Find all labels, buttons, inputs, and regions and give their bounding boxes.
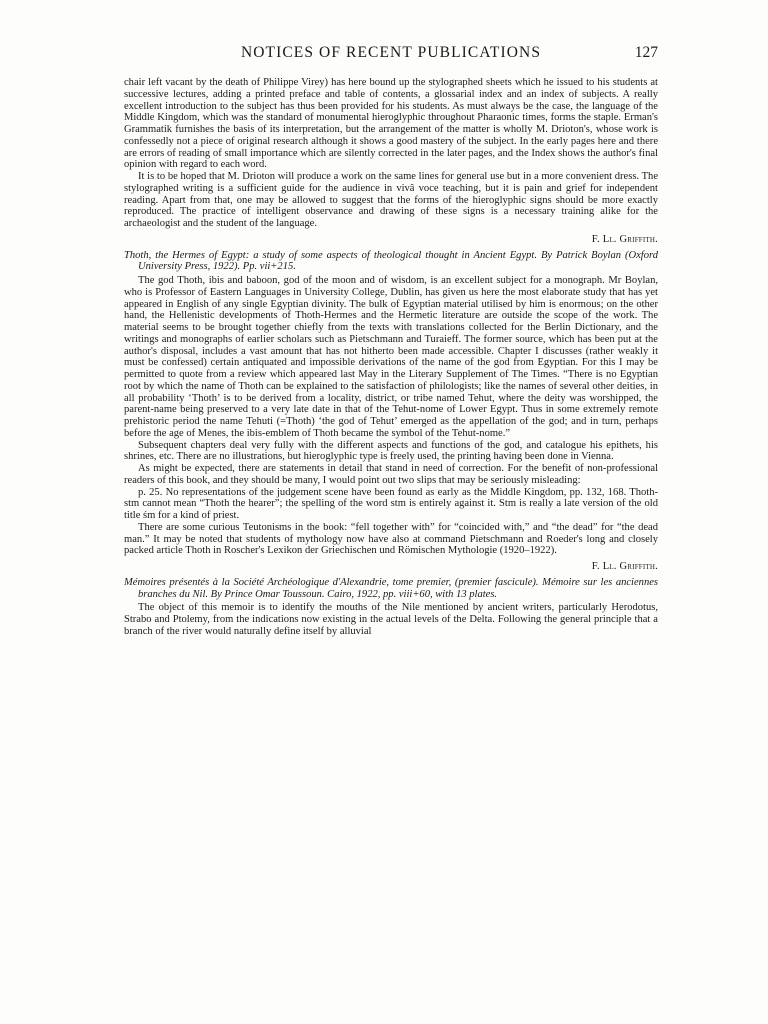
review2-paragraph-4: p. 25. No representations of the judgement scene have been found as early as the Middle Kingdom, pp. 132, 168. Thoth-stm cannot mean “Thoth the hearer”; the spelling of the word stm is entirely against it. Stm is really a late version of the old title śm for a kind of priest.	[124, 486, 658, 521]
review3-heading	[124, 577, 658, 601]
review1-signature	[124, 234, 658, 246]
review1-paragraph-2: It is to be hoped that M. Drioton will produce a work on the same lines for general use but in a more convenient dress. The stylographed writing is a sufficient guide for the audience in vivâ voce teaching, but it is pain and grief for independent reading. Apart from that, one may be allowed to suggest that the forms of the hieroglyphic signs should be more exactly reproduced. The practice of intelligent observance and drawing of these signs is a necessary training alike for the archaeologist and the student of the language.	[124, 171, 658, 229]
review2-heading	[124, 250, 658, 274]
page-number: 127	[634, 44, 658, 61]
review3-heading-text: Mémoires présentés à la Société Archéologique d'Alexandrie, tome premier, (premier fascicule). Mémoire sur les anciennes branches du Nil. By Prince Omar Toussoun. Cairo, 1922, pp. viii+60, with 13 plates.	[124, 576, 658, 600]
review2-paragraph-1: The god Thoth, ibis and baboon, god of the moon and of wisdom, is an excellent subject for a monograph. Mr Boylan, who is Professor of Eastern Languages in University College, Dublin, has given us here the most elaborate study that has yet appeared in English of any single Egyptian divinity. The bulk of Egyptian material utilised by him is enormous; on the other hand, the Hellenistic developments of Thoth-Hermes and the Hermetic literature are outside the scope of the work. The material seems to be brought together chiefly from the texts with translations collected for the Berlin Dictionary, and the writings and monographs of earlier scholars such as Pietschmann and Turaieff. The former source, which has been put at the author's disposal, includes a vast amount that has not hitherto been made accessible. Chapter I discusses (rather weakly it must be confessed) certain antiquated and impossible derivations of the name of the god from Egyptian. For this I may be permitted to quote from a review which appeared last May in the Literary Supplement of The Times. “There is no Egyptian root by which the name of Thoth can be explained to the satisfaction of philologists; like the names of several other deities, in all probability ‘Thoth’ is to be derived from a locality, district, or tribe named Tehut, where the deity was worshipped, the parent-name being preserved to a very late date in that of the Tehut-nome of Lower Egypt. Thus in some extremely remote prehistoric period the name Tehuti (=Thoth) ‘the god of Tehut’ emerged as the appellation of the god; and in turn, perhaps before the age of Menes, the ibis-emblem of Thoth became the symbol of the Tehut-nome.”	[124, 275, 658, 439]
review1-paragraph-1: chair left vacant by the death of Philippe Virey) has here bound up the stylographed sheets which he issued to his students at successive lectures, adding a printed preface and table of contents, a glossarial index and an index of subjects. A really excellent introduction to the subject has thus been provided for his students. As must always be the case, the language of the Middle Kingdom, which was the standard of monumental hieroglyphic throughout Pharaonic times, forms the staple. Erman's Grammatik furnishes the basis of its interpretation, but the arrangement of the matter is wholly M. Drioton's, whose work is confessedly not a piece of original research although it shows a good mastery of the subject. In the early pages here and there are errors of reading of small importance which are silently corrected in the later pages, and the Index shows the author's final opinion with regard to each word.	[124, 77, 658, 171]
review2-paragraph-5: There are some curious Teutonisms in the book: “fell together with” for “coincided with,” and “the dead” for “the dead man.” It may be noted that students of mythology now have also at command Pietschmann and Roeder's long and closely packed article Thoth in Roscher's Lexikon der Griechischen und Römischen Mythologie (1920–1922).	[124, 521, 658, 557]
running-head	[124, 44, 658, 64]
signature-text: F. Ll. Griffith.	[591, 561, 658, 572]
review2-paragraph-3: As might be expected, there are statements in detail that stand in need of correction. For the benefit of non-professional readers of this book, and they should be many, I would point out two slips that may be seriously misleading:	[124, 463, 658, 486]
signature-text: F. Ll. Griffith.	[591, 233, 658, 245]
review2-heading-text: Thoth, the Hermes of Egypt: a study of some aspects of theological thought in Ancient Egypt. By Patrick Boylan (Oxford University Press, 1922). Pp. vii+215.	[124, 249, 658, 273]
review2-signature	[124, 561, 658, 573]
review2-paragraph-2: Subsequent chapters deal very fully with the different aspects and functions of the god, and catalogue his epithets, his shrines, etc. There are no illustrations, but hieroglyphic type is freely used, the printing having been done in Vienna.	[124, 439, 658, 463]
article-body	[124, 77, 658, 638]
running-title: NOTICES OF RECENT PUBLICATIONS	[240, 44, 542, 61]
review3-paragraph-1: The object of this memoir is to identify the mouths of the Nile mentioned by ancient writers, particularly Herodotus, Strabo and Ptolemy, from the indications now existing in the actual levels of the Delta. Following the general principle that a branch of the river would naturally define itself by alluvial	[124, 602, 658, 637]
